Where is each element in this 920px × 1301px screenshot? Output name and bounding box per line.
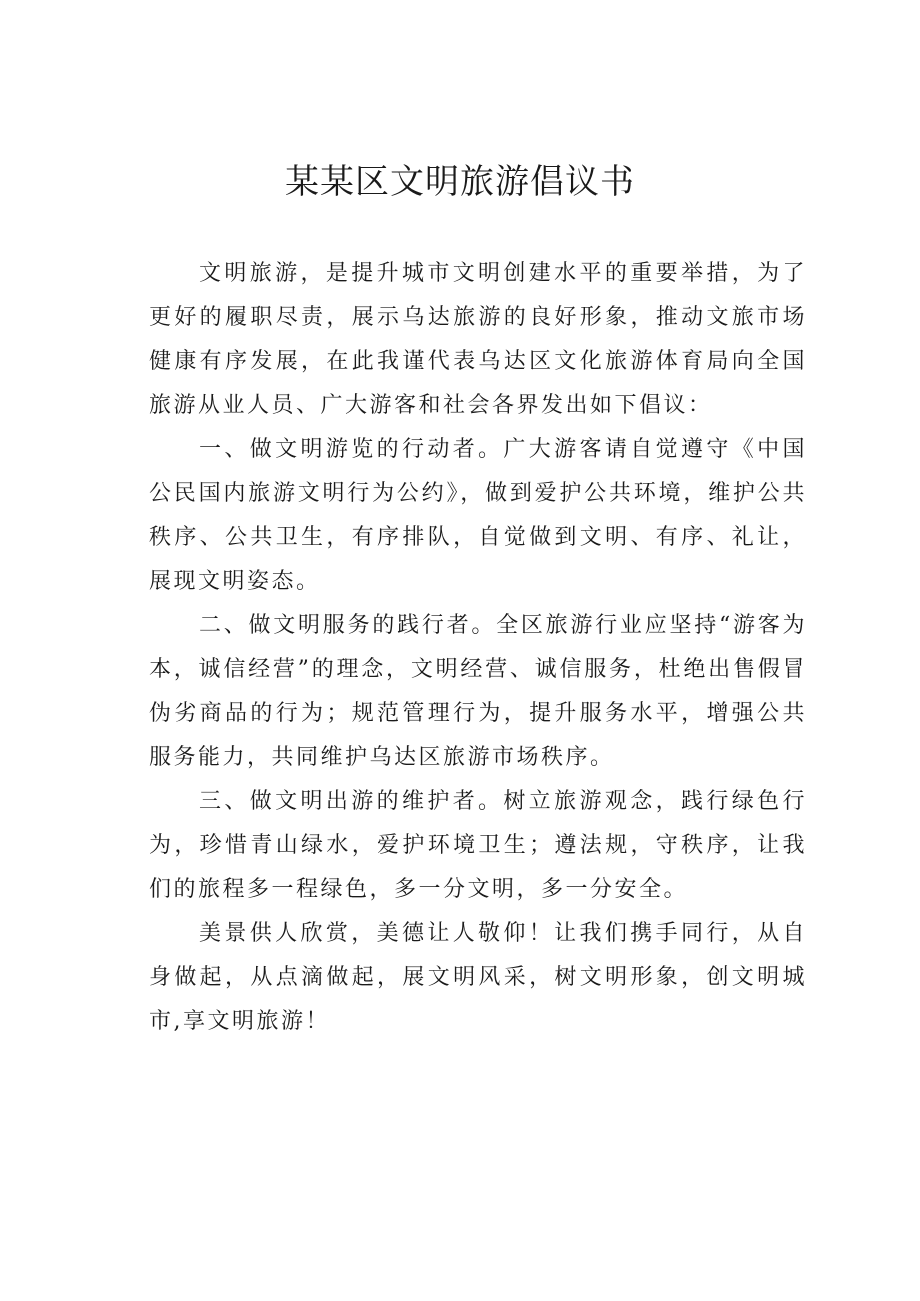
proposal-paragraph-2: 二、做文明服务的践行者。全区旅游行业应坚持“游客为本，诚信经营”的理念，文明经营、诚信服务，杜绝出售假冒伪劣商品的行为；规范管理行为，提升服务水平，增强公共服务能力，共同维护乌达区旅游市场秩序。 [149, 613, 807, 770]
intro-paragraph: 文明旅游，是提升城市文明创建水平的重要举措，为了更好的履职尽责，展示乌达旅游的良好形象，推动文旅市场健康有序发展，在此我谨代表乌达区文化旅游体育局向全国旅游从业人员、广大游客和社会各界发出如下倡议： [149, 261, 807, 418]
document-title: 某某区文明旅游倡议书 [285, 162, 635, 202]
closing-paragraph: 美景供人欣赏，美德让人敬仰！让我们携手同行，从自身做起，从点滴做起，展文明风采，树文明形象，创文明城市,享文明旅游！ [149, 921, 807, 1034]
proposal-paragraph-3: 三、做文明出游的维护者。树立旅游观念，践行绿色行为，珍惜青山绿水，爱护环境卫生；遵法规，守秩序，让我们的旅程多一程绿色，多一分文明，多一分安全。 [149, 789, 807, 902]
proposal-paragraph-1: 一、做文明游览的行动者。广大游客请自觉遵守《中国公民国内旅游文明行为公约》，做到爱护公共环境，维护公共秩序、公共卫生，有序排队，自觉做到文明、有序、礼让，展现文明姿态。 [149, 437, 807, 594]
document-body [149, 252, 807, 1044]
